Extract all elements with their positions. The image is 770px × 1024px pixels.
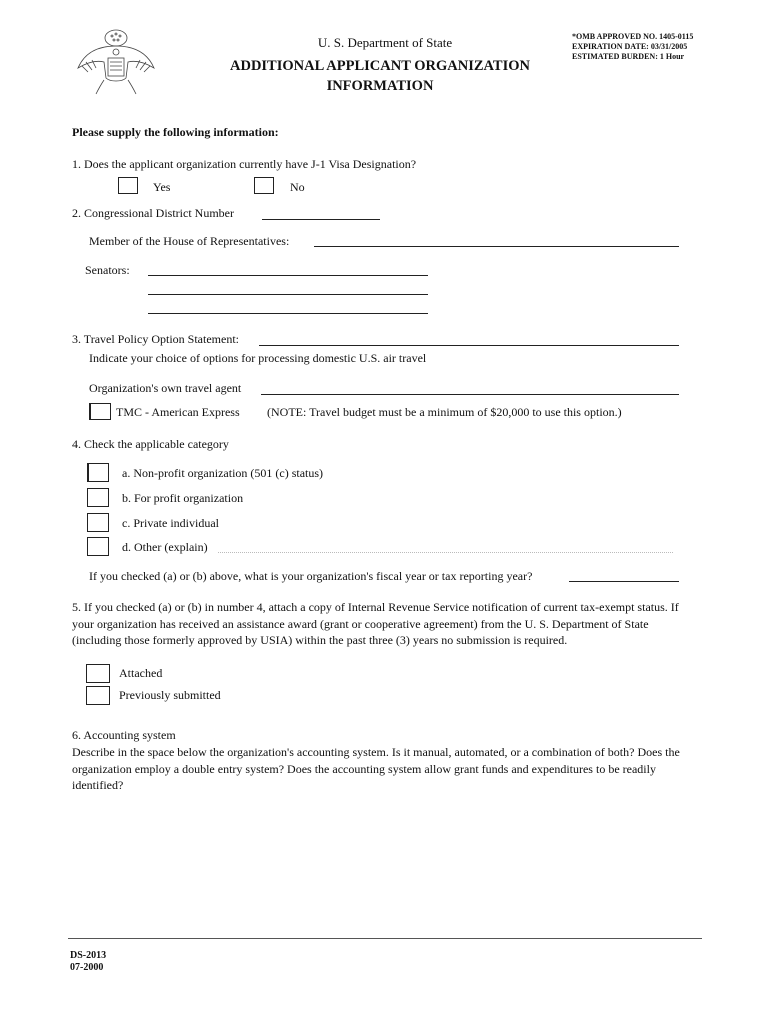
senator-field-2[interactable] [148,294,428,295]
omb-line: ESTIMATED BURDEN: 1 Hour [572,52,685,61]
yes-label: Yes [153,180,171,194]
footer-divider [68,938,702,939]
form-number: DS-2013 [70,950,107,961]
category-option: d. Other (explain) [122,540,208,554]
previously-submitted-label: Previously submitted [119,688,221,702]
omb-line: *OMB APPROVED NO. 1405-0115 [572,32,694,41]
intro-text: Please supply the following information: [72,125,279,139]
senator-field-3[interactable] [148,313,428,314]
forprofit-checkbox[interactable] [87,488,109,507]
no-checkbox[interactable] [254,177,274,194]
travel-policy-field[interactable] [259,345,679,346]
member-field[interactable] [314,246,679,247]
no-label: No [290,180,305,194]
tmc-label: TMC - American Express [116,405,240,419]
yes-checkbox[interactable] [118,177,138,194]
tmc-checkbox[interactable] [89,403,111,420]
senator-field-1[interactable] [148,275,428,276]
title-line: ADDITIONAL APPLICANT ORGANIZATION [230,58,530,74]
accounting-system-response-area[interactable] [72,800,694,930]
q1-text: 1. Does the applicant organization currently have J-1 Visa Designation? [72,157,417,171]
q6-heading: 6. Accounting system [72,728,176,742]
fiscal-year-field[interactable] [569,581,679,582]
form-date: 07-2000 [70,962,104,973]
category-option: c. Private individual [122,516,219,530]
department-name: U. S. Department of State [317,35,453,50]
other-explain-field[interactable] [218,552,673,553]
title-line: INFORMATION [326,78,434,94]
fiscal-question: If you checked (a) or (b) above, what is your organization's fiscal year or tax reporting year? [89,569,533,583]
own-agent-label: Organization's own travel agent [89,381,242,395]
own-agent-field[interactable] [261,394,679,395]
q2-text: 2. Congressional District Number [72,206,234,220]
district-number-field[interactable] [262,219,380,220]
form-title [180,56,580,96]
attached-label: Attached [119,666,163,680]
attached-checkbox[interactable] [86,664,110,683]
other-checkbox[interactable] [87,537,109,556]
q5-text: 5. If you checked (a) or (b) in number 4, attach a copy of Internal Revenue Service notification of current tax-exempt status. If your organization has received an assistance award (grant or cooperative agreement) from the U. S. Department of State (including those formerly approved by USIA) within the past three (3) years no submission is required. [72,600,679,647]
category-option: a. Non-profit organization (501 (c) status) [122,466,324,480]
q6-text: Describe in the space below the organization's accounting system. Is it manual, automated, or a combination of both? Does the organization employ a double entry system? Does the accounting system allow grant funds and expenditures to be readily identified? [72,745,680,792]
q3-text: 3. Travel Policy Option Statement: [72,332,239,346]
indicate-text: Indicate your choice of options for processing domestic U.S. air travel [89,351,427,365]
previously-submitted-checkbox[interactable] [86,686,110,705]
q4-text: 4. Check the applicable category [72,437,229,451]
member-label: Member of the House of Representatives: [89,234,290,248]
individual-checkbox[interactable] [87,513,109,532]
omb-line: EXPIRATION DATE: 03/31/2005 [572,42,688,51]
category-option: b. For profit organization [122,491,244,505]
nonprofit-checkbox[interactable] [87,463,109,482]
form-footer [70,950,106,974]
tmc-note: (NOTE: Travel budget must be a minimum of $20,000 to use this option.) [267,405,622,419]
senators-label: Senators: [85,263,130,277]
